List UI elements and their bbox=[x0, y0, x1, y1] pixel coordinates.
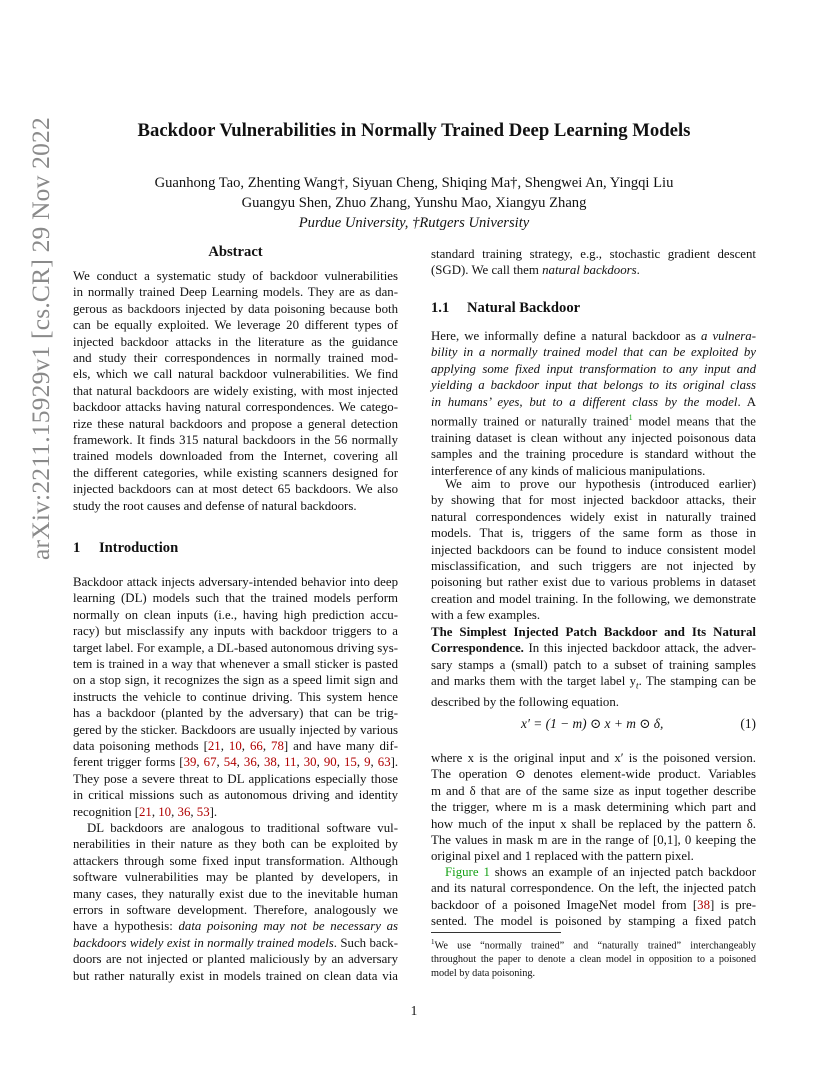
text-line: errors in software development. Therefore, analogously we bbox=[73, 903, 398, 918]
citation-link[interactable]: 10 bbox=[158, 804, 172, 819]
text-line: We conduct a systematic study of backdoor vulnerabilities bbox=[73, 269, 398, 283]
text-line: the trigger, where m is a mask determining which part and bbox=[431, 800, 756, 815]
text-line: trained models downloaded from the Internet, covering all bbox=[73, 449, 398, 464]
intro-paragraph-2 bbox=[73, 820, 398, 984]
text-line: normally on clean inputs (i.e., having high prediction accu- bbox=[73, 607, 398, 622]
text-line: doors are not injected or planted maliciously by an adversary bbox=[73, 952, 398, 967]
text-line: gerous as backdoors injected by data poisoning because both bbox=[73, 301, 398, 316]
citation-link[interactable]: 63 bbox=[377, 755, 391, 770]
text-line: natural correspondences widely exist in naturally trained bbox=[431, 509, 756, 524]
text-line: sary stamps a (small) patch to a subset of training samples bbox=[431, 657, 756, 672]
text-line: samples and the training procedure is standard without the bbox=[431, 447, 756, 462]
text-line: The values in mask m are in the range of [0,1], 0 keeping the bbox=[431, 833, 756, 848]
text-line: where x is the original input and x′ is the poisoned version. bbox=[431, 751, 756, 765]
citation-link[interactable]: 38 bbox=[264, 755, 277, 770]
text-line: bility in a normally trained model that can be exploited by bbox=[431, 345, 756, 360]
patch-backdoor-paragraph bbox=[431, 624, 756, 711]
citation-link[interactable]: 78 bbox=[271, 739, 284, 754]
affiliation: Purdue University, †Rutgers University bbox=[298, 215, 530, 231]
section-title: Introduction bbox=[99, 540, 179, 556]
text-line: original pixel and 1 replaced with the pattern pixel. bbox=[431, 849, 694, 864]
abstract-heading: Abstract bbox=[208, 244, 263, 260]
text-line: ferent trigger forms [39, 67, 54, 36, 38, 11, 30, 90, 15, 9, 63]. bbox=[73, 755, 399, 770]
text-line: nerabilities in their nature as they both can be exploited by bbox=[73, 837, 398, 852]
text-line: that natural backdoors are widely existing, with most injected bbox=[73, 383, 398, 398]
author-line-1: Guanhong Tao, Zhenting Wang†, Siyuan Cheng, Shiqing Ma†, Shengwei An, Yingqi Liu bbox=[154, 175, 674, 191]
citation-link[interactable]: 38 bbox=[697, 897, 710, 912]
text-line: framework. It finds 315 natural backdoors in the 56 normally bbox=[73, 433, 398, 448]
text-line: DL backdoors are analogous to traditional software vul- bbox=[87, 821, 398, 835]
text-line: injected backdoors can be found to induce consistent model bbox=[431, 542, 756, 557]
text-line: sented. The model is poisoned by stamping a fixed patch bbox=[431, 914, 756, 929]
text-line: Backdoor attack injects adversary-intended behavior into deep bbox=[73, 575, 398, 589]
text-line: injected backdoors can at most detect 65 backdoors. We also bbox=[73, 482, 398, 497]
citation-link[interactable]: 54 bbox=[223, 755, 237, 770]
citation-link[interactable]: 21 bbox=[138, 804, 152, 819]
text-line: but rather naturally exist in models trained on clean data via bbox=[73, 968, 398, 983]
text-line: els, which we call natural backdoor vulnerabilities. We find bbox=[73, 367, 398, 382]
citation-link[interactable]: 90 bbox=[323, 755, 337, 770]
text-line: normally trained or naturally trained$^1$ model means that the bbox=[431, 413, 756, 429]
text-line: how much of the input x shall be replaced by the pattern δ. bbox=[431, 816, 756, 831]
footnote-ref[interactable]: 1 bbox=[628, 413, 633, 423]
text-line: recognition [21, 10, 36, 53]. bbox=[73, 804, 218, 819]
text-line: have a hypothesis: data poisoning may not be necessary as bbox=[73, 919, 399, 934]
natural-backdoor-definition bbox=[431, 328, 756, 479]
citation-link[interactable]: 21 bbox=[207, 739, 221, 754]
text-line: learning (DL) models such that the trained models perform bbox=[73, 591, 398, 606]
citation-link[interactable]: 67 bbox=[203, 755, 217, 770]
text-line: tem is trained in a way that whenever a small sticker is pasted bbox=[73, 657, 398, 672]
text-line: The Simplest Injected Patch Backdoor and Its Natural bbox=[431, 625, 756, 639]
text-line: gered by the sticker. Backdoors are usually injected by various bbox=[73, 722, 398, 737]
text-line: models. That is, triggers of the same form as those in bbox=[431, 526, 756, 541]
citation-link[interactable]: 36 bbox=[243, 755, 257, 770]
text-line: data poisoning methods [21, 10, 66, 78] and have many dif- bbox=[73, 739, 399, 754]
equation-body: x′ = (1 − m) ⊙ x + m ⊙ δ, bbox=[521, 716, 664, 731]
text-line: instructs the vehicle to continue driving. This system hence bbox=[73, 689, 398, 704]
citation-link[interactable]: 9 bbox=[364, 755, 371, 770]
text-line: backdoors widely exist in normally trained models. Such back- bbox=[73, 935, 398, 950]
arxiv-stamp: arXiv:2211.15929v1 [cs.CR] 29 Nov 2022 bbox=[26, 117, 55, 560]
text-line: creation and model training. In the following, we demonstrate bbox=[431, 591, 756, 606]
text-line: backdoor of a poisoned ImageNet model from [38] is pre- bbox=[431, 897, 756, 912]
text-line: and study their correspondences in normally trained mod- bbox=[73, 351, 398, 366]
text-line: injected backdoor attacks in the literature as the guidance bbox=[73, 334, 398, 349]
text-line: on a stop sign, it recognizes the sign as a speed limit sign and bbox=[73, 673, 398, 688]
text-line: backdoor attacks having natural correspondences. We catego- bbox=[73, 400, 398, 415]
section-number: 1 bbox=[73, 540, 81, 556]
text-line: Figure 1 shows an example of an injected patch backdoor bbox=[445, 865, 756, 879]
text-line: (SGD). We call them natural backdoors. bbox=[431, 263, 640, 278]
figure-1-link[interactable]: Figure 1 bbox=[445, 865, 490, 879]
page-number: 1 bbox=[410, 1003, 418, 1018]
text-line: has a backdoor (planted by the adversary) that can be trig- bbox=[73, 706, 398, 721]
text-line: rize these natural backdoors and propose a general detection bbox=[73, 416, 398, 431]
abstract-body bbox=[73, 268, 398, 514]
text-line: software vulnerabilities may be planted by developers, in bbox=[73, 870, 398, 885]
text-line: with a few examples. bbox=[431, 608, 541, 623]
text-line: m and δ that are of the same size as input together describe bbox=[431, 783, 756, 798]
section-heading-natural-backdoor bbox=[431, 300, 580, 317]
right-continuation bbox=[431, 246, 756, 279]
citation-link[interactable]: 53 bbox=[196, 804, 210, 819]
text-line: and its natural correspondence. On the left, the injected patch bbox=[431, 881, 756, 896]
footnote-text: We use “normally trained” and “naturally trained” interchangeably throughout the paper to denote a clean model in opposition to a poisoned model by data poisoning. bbox=[431, 940, 756, 979]
text-line: training dataset is clean without any injected poisonous data bbox=[431, 430, 756, 445]
text-line: racy) but misclassify any inputs with backdoor triggers to a bbox=[73, 624, 398, 639]
text-line: We aim to prove our hypothesis (introduced earlier) bbox=[445, 477, 756, 491]
text-line: Here, we informally define a natural backdoor as a vulnera- bbox=[431, 329, 756, 343]
paper-title: Backdoor Vulnerabilities in Normally Trained Deep Learning Models bbox=[137, 120, 691, 141]
citation-link[interactable]: 36 bbox=[177, 804, 191, 819]
section-title: Natural Backdoor bbox=[467, 300, 581, 316]
text-line: The operation ⊙ denotes element-wide product. Variables bbox=[431, 767, 756, 782]
text-line: the different categories, while existing scanners designed for bbox=[73, 465, 398, 480]
text-line: standard training strategy, e.g., stochastic gradient descent bbox=[431, 247, 756, 261]
text-line: applying some fixed input transformation to any input and bbox=[431, 361, 756, 376]
author-block bbox=[40, 173, 788, 233]
aim-paragraph bbox=[431, 476, 756, 624]
text-line: yielding a backdoor input that belongs to its original class bbox=[431, 378, 756, 393]
text-line: They pose a severe threat to DL applications especially those bbox=[73, 771, 398, 786]
intro-paragraph-1 bbox=[73, 574, 398, 820]
text-line: study the root causes and defense of natural backdoors. bbox=[73, 498, 357, 513]
citation-link[interactable]: 30 bbox=[303, 755, 317, 770]
text-line: poisoning but rather exist due to various problems in dataset bbox=[431, 575, 756, 590]
text-line: misclassification, and such triggers are not injected by bbox=[431, 559, 756, 574]
text-line: in normally trained Deep Learning models. They are as dan- bbox=[73, 285, 398, 300]
citation-link[interactable]: 11 bbox=[284, 755, 297, 770]
author-line-2: Guangyu Shen, Zhuo Zhang, Yunshu Mao, Xiangyu Zhang bbox=[241, 195, 587, 211]
text-line: many cases, they naturally exist due to the inevitable human bbox=[73, 886, 398, 901]
text-line: described by the following equation. bbox=[431, 695, 619, 710]
text-line: can be equally exploited. We leverage 20 different types of bbox=[73, 318, 398, 333]
equation-number: (1) bbox=[740, 716, 756, 731]
text-line: Correspondence. In this injected backdoor attack, the adver- bbox=[431, 641, 756, 656]
section-number: 1.1 bbox=[431, 300, 450, 316]
section-heading-introduction bbox=[73, 540, 178, 557]
text-line: in humans’ eyes, but to a different class by the model. A bbox=[431, 394, 756, 409]
text-line: by showing that for most injected backdoor attacks, their bbox=[431, 493, 756, 508]
citation-link[interactable]: 39 bbox=[183, 755, 197, 770]
where-paragraph bbox=[431, 750, 756, 865]
citation-link[interactable]: 15 bbox=[343, 755, 357, 770]
citation-link[interactable]: 10 bbox=[228, 739, 242, 754]
footnote-mark: 1 bbox=[431, 938, 435, 946]
text-line: target label. For example, a DL-based autonomous driving sys- bbox=[73, 640, 398, 655]
footnote bbox=[431, 936, 756, 980]
citation-link[interactable]: 66 bbox=[249, 739, 263, 754]
text-line: interference of any kinds of malicious manipulations. bbox=[431, 463, 706, 478]
text-line: and marks them with the target label $y_t$. The stamping can be bbox=[431, 674, 756, 691]
text-line: in critical missions such as autonomous driving and identity bbox=[73, 788, 398, 803]
figure-paragraph bbox=[431, 864, 756, 930]
footnote-rule bbox=[431, 932, 561, 933]
text-line: attackers through some fixed input transformation. Although bbox=[73, 853, 398, 868]
